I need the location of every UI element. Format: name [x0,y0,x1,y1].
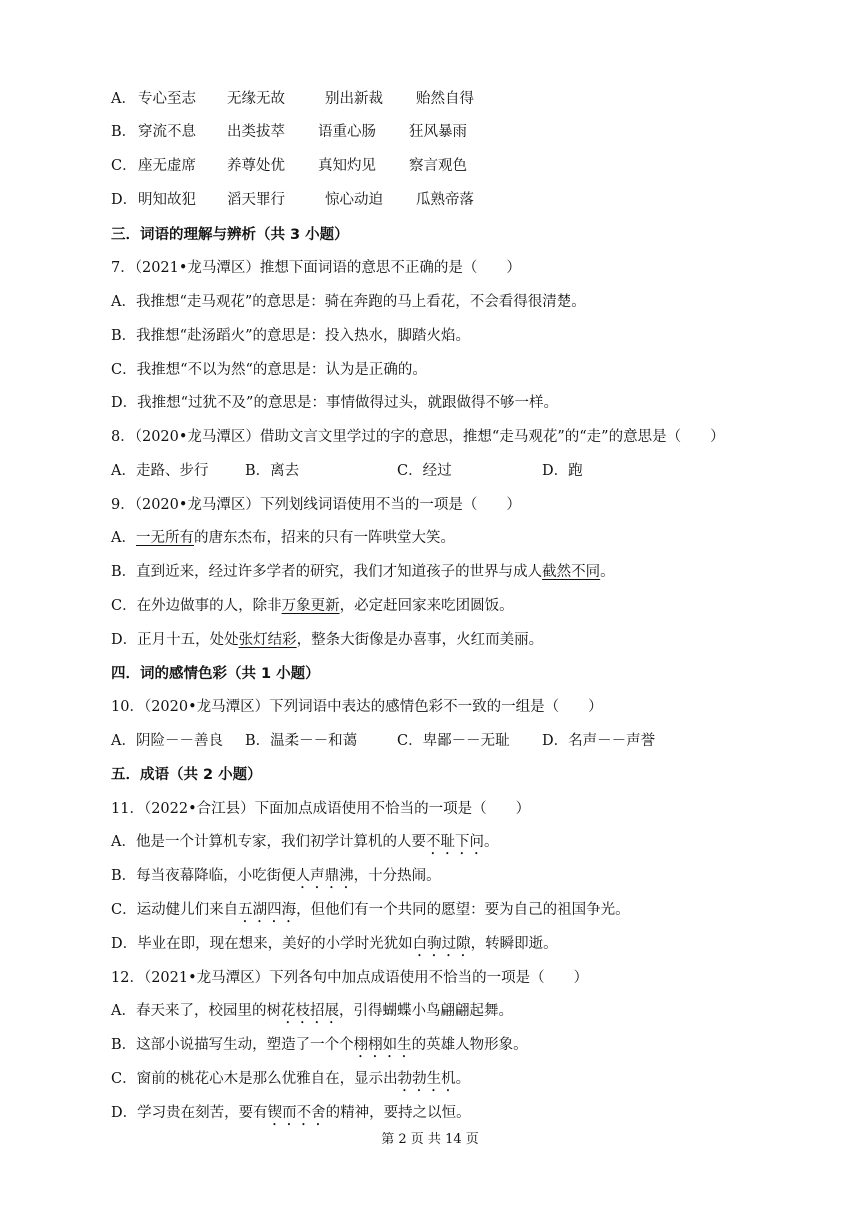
option-label: D． [111,192,138,208]
option-label: A． [111,91,136,107]
option-text-end: 的精神，要持之以恒。 [325,1105,471,1121]
word-1: 穿流不息 [138,124,196,140]
footer-suffix: 页 [461,1132,479,1147]
word-3: 语重心肠 [318,124,376,140]
q6-option-b [111,122,467,142]
q8-option-a: A．走路、步行 [111,463,209,479]
word-4: 瓜熟帝落 [416,192,474,208]
dotted-idiom: 锲而不舍 [267,1105,326,1121]
q12-option-c [111,1069,470,1095]
q6-option-c [111,156,467,176]
q10-option-a: A．阴险－－善良 [111,733,223,749]
total-pages: 14 [445,1132,462,1147]
word-2: 无缘无故 [227,91,285,107]
q10-option-b: B．温柔－－和蔼 [245,733,358,749]
dotted-idiom: 人声鼎沸 [295,868,354,884]
word-1: 专心至志 [138,91,196,107]
q7-option-d: D．我推想“过犹不及”的意思是：事情做得过头，就跟做得不够一样。 [111,395,558,411]
dotted-idiom: 勃勃生机 [397,1071,456,1087]
q10-stem: 10．（2020•龙马潭区）下列词语中表达的感情色彩不一致的一组是（ ） [111,699,603,715]
underlined-word: 截然不同 [542,564,601,580]
word-3: 别出新裁 [325,91,383,107]
q11-option-b [111,866,441,892]
section-5-heading: 五．成语（共 2 小题） [111,767,262,783]
option-text-end: 的英雄人物形象。 [411,1037,528,1053]
q6-option-d [111,190,474,210]
q8-option-c: C．经过 [397,463,452,479]
footer-prefix: 第 [381,1132,399,1147]
option-text-end: ，但他们有一个共同的愿望：要为自己的祖国争光。 [296,902,630,918]
option-text: C．窗前的桃花心木是那么优雅自在，显示出 [111,1071,398,1087]
q8-option-d: D．跑 [542,463,583,479]
q10-option-d: D．名声－－声誉 [542,733,656,749]
dotted-idiom: 花枝招展 [280,1003,339,1019]
word-2: 滔天罪行 [227,192,285,208]
option-text: A．春天来了，校园里的树 [111,1003,281,1019]
footer-middle: 页 共 [406,1132,446,1147]
option-text: D．正月十五，处处 [111,632,239,648]
q9-option-c [111,596,514,616]
option-text: B．每当夜幕降临，小吃街便 [111,868,296,884]
dotted-idiom: 栩栩如生 [353,1037,412,1053]
section-3-heading: 三．词语的理解与辨析（共 3 小题） [111,227,349,243]
option-text-end: ，必定赶回家来吃团圆饭。 [339,598,514,614]
underlined-word: 万象更新 [281,598,340,614]
q12-stem: 12．（2021•龙马潭区）下列各句中加点成语使用不恰当的一项是（ ） [111,970,589,986]
page-footer [0,1128,860,1147]
option-text-end: ，引得蝴蝶小鸟翩翩起舞。 [338,1003,513,1019]
option-text: D．毕业在即，现在想来，美好的小学时光犹如 [111,936,413,952]
q6-option-a [111,89,474,109]
q9-option-b [111,562,615,582]
q11-option-c [111,900,630,926]
dotted-idiom: 不耻下问 [425,834,484,850]
q7-option-c: C．我推想“不以为然“的意思是：认为是正确的。 [111,362,427,378]
word-1: 明知故犯 [138,192,196,208]
q11-option-d [111,934,558,960]
section-4-heading: 四．词的感情色彩（共 1 小题） [111,666,320,682]
option-text: B．直到近来，经过许多学者的研究，我们才知道孩子的世界与成人 [111,564,543,580]
q10-option-c: C．卑鄙－－无耻 [397,733,510,749]
option-label: B． [111,124,137,140]
q9-option-a [111,528,455,548]
option-text-end: ，转瞬即逝。 [470,936,558,952]
q12-option-d [111,1103,471,1129]
q7-option-a: A．我推想“走马观花”的意思是：骑在奔跑的马上看花，不会看得很清楚。 [111,294,586,310]
option-label: C． [111,158,137,174]
word-4: 狂风暴雨 [409,124,467,140]
q8-options [111,461,583,481]
underlined-word: 张灯结彩 [238,632,297,648]
underlined-word: 一无所有 [135,530,194,546]
q9-option-d [111,630,543,650]
q8-stem: 8．（2020•龙马潭区）借助文言文里学过的字的意思，推想“走马观花”的“走”的意思是（ ） [111,429,725,445]
word-1: 座无虚席 [138,158,196,174]
q12-option-b [111,1035,528,1061]
q11-option-a [111,832,498,858]
current-page-number: 2 [398,1132,407,1147]
q8-option-b: B．离去 [245,463,300,479]
option-text: 的唐东杰布，招来的只有一阵哄堂大笑。 [193,530,455,546]
option-label: A． [111,530,136,546]
q7-stem: 7．（2021•龙马潭区）推想下面词语的意思不正确的是（ ） [111,260,521,276]
option-text: C．运动健儿们来自 [111,902,239,918]
word-2: 出类拔萃 [227,124,285,140]
word-2: 养尊处优 [227,158,285,174]
option-text-end: ，十分热闹。 [353,868,441,884]
dotted-idiom: 白驹过隙 [412,936,471,952]
word-4: 贻然自得 [416,91,474,107]
q10-options [111,731,656,751]
option-text: A．他是一个计算机专家，我们初学计算机的人要 [111,834,426,850]
option-text: B．这部小说描写生动，塑造了一个个 [111,1037,354,1053]
option-text-end: 。 [600,564,615,580]
option-text: D．学习贵在刻苦，要有 [111,1105,268,1121]
q9-stem: 9．（2020•龙马潭区）下列划线词语使用不当的一项是（ ） [111,497,521,513]
dotted-idiom: 五湖四海 [238,902,297,918]
word-3: 惊心动迫 [325,192,383,208]
q12-option-a [111,1001,513,1027]
option-text: C．在外边做事的人，除非 [111,598,282,614]
option-text-end: 。 [483,834,499,850]
option-text-end: ，整条大街像是办喜事，火红而美丽。 [296,632,544,648]
word-3: 真知灼见 [318,158,376,174]
word-4: 察言观色 [409,158,467,174]
q7-option-b: B．我推想“赴汤蹈火”的意思是：投入热水，脚踏火焰。 [111,328,470,344]
option-text-end: 。 [455,1071,471,1087]
q11-stem: 11．（2022•合江县）下面加点成语使用不恰当的一项是（ ） [111,801,531,817]
